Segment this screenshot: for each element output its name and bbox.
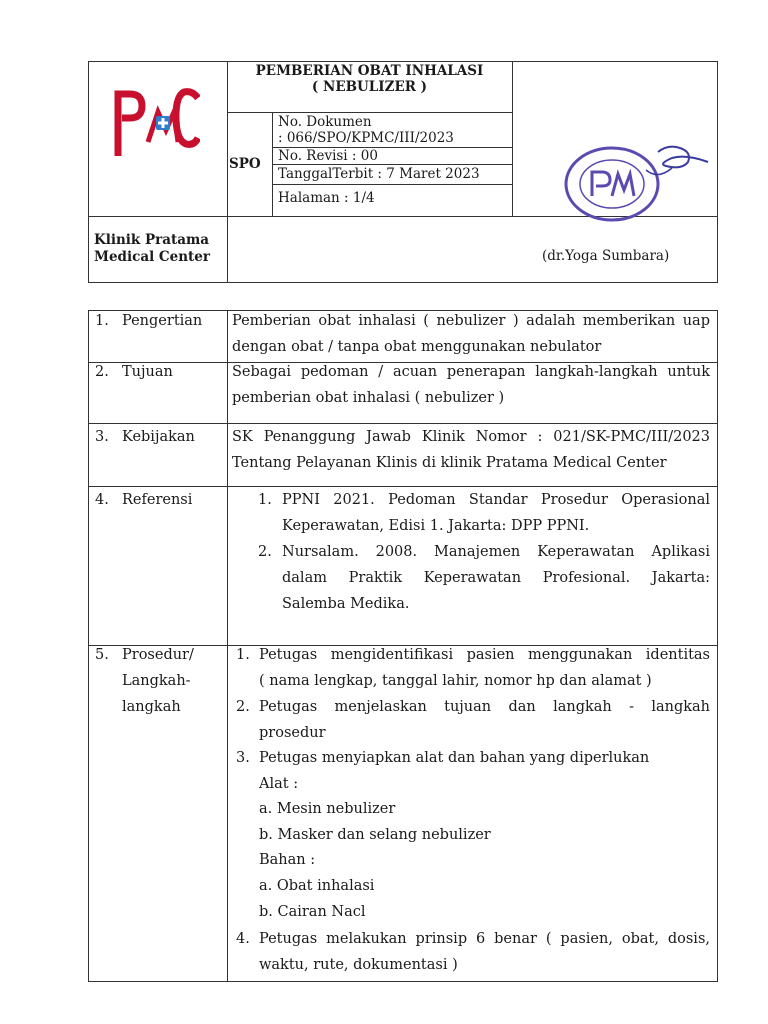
prosedur-item-line: waktu, rute, dokumentasi ) [259,957,458,973]
prosedur-item-line: a. Obat inhalasi [259,878,375,894]
prosedur-item-line: a. Mesin nebulizer [259,801,396,817]
tujuan-line: pemberian obat inhalasi ( nebulizer ) [232,390,505,406]
issue-date: TanggalTerbit : 7 Maret 2023 [278,166,480,182]
list-number: 1. [258,492,272,508]
prosedur-item-line: Bahan : [259,852,316,868]
prosedur-item-line: Petugas mengidentifikasi pasien menggunakan identitas [259,647,710,663]
prosedur-item-line: prosedur [259,725,326,741]
section-number: 1. [95,313,109,329]
prosedur-item-line: ( nama lengkap, tanggal lahir, nomor hp dan alamat ) [259,673,652,689]
section-number: 5. [95,647,109,663]
list-number: 3. [236,750,250,766]
stamp-seal [562,140,712,230]
page-number: Halaman : 1/4 [278,190,375,206]
referensi-item-line: dalam Praktik Keperawatan Profesional. Jakarta: [282,570,710,586]
list-number: 1. [236,647,250,663]
signatory-name: (dr.Yoga Sumbara) [542,248,670,264]
kebijakan-line: Tentang Pelayanan Klinis di klinik Pratama Medical Center [232,455,667,471]
section-label-pengertian: Pengertian [122,313,203,329]
clinic-name-line1: Klinik Pratama [94,232,210,248]
document-title-line2: ( NEBULIZER ) [311,79,428,95]
prosedur-item-line: Petugas menyiapkan alat dan bahan yang diperlukan [259,750,650,766]
referensi-item-line: PPNI 2021. Pedoman Standar Prosedur Operasional [282,492,710,508]
spo-label: SPO [229,156,261,172]
section-label-referensi: Referensi [122,492,193,508]
document-number-label: No. Dokumen [278,114,372,130]
referensi-item-line: Keperawatan, Edisi 1. Jakarta: DPP PPNI. [282,518,590,534]
section-number: 2. [95,364,109,380]
prosedur-item-line: Alat : [259,776,299,792]
tujuan-line: Sebagai pedoman / acuan penerapan langkah-langkah untuk [232,364,710,380]
referensi-item-line: Salemba Medika. [282,596,410,612]
section-number: 4. [95,492,109,508]
prosedur-item-line: Petugas melakukan prinsip 6 benar ( pasien, obat, dosis, [259,931,710,947]
clinic-name-line2: Medical Center [94,249,210,265]
section-label-kebijakan: Kebijakan [122,429,195,445]
kebijakan-line: SK Penanggung Jawab Klinik Nomor : 021/SK-PMC/III/2023 [232,429,710,445]
prosedur-item-line: b. Cairan Nacl [259,904,366,920]
document-title-line1: PEMBERIAN OBAT INHALASI [255,63,484,79]
prosedur-item-line: Petugas menjelaskan tujuan dan langkah - langkah [259,699,710,715]
document-number-value: : 066/SPO/KPMC/III/2023 [278,130,454,146]
list-number: 2. [258,544,272,560]
prosedur-item-line: b. Masker dan selang nebulizer [259,827,491,843]
list-number: 2. [236,699,250,715]
pengertian-line: Pemberian obat inhalasi ( nebulizer ) adalah memberikan uap [232,313,710,329]
referensi-item-line: Nursalam. 2008. Manajemen Keperawatan Aplikasi [282,544,710,560]
section-label-prosedur: Langkah- [122,673,191,689]
revision-number: No. Revisi : 00 [278,148,378,164]
clinic-logo [112,86,200,158]
pengertian-line: dengan obat / tanpa obat menggunakan nebulator [232,339,602,355]
section-number: 3. [95,429,109,445]
list-number: 4. [236,931,250,947]
section-label-prosedur: Prosedur/ [122,647,194,663]
section-label-tujuan: Tujuan [122,364,173,380]
section-label-prosedur: langkah [122,699,181,715]
